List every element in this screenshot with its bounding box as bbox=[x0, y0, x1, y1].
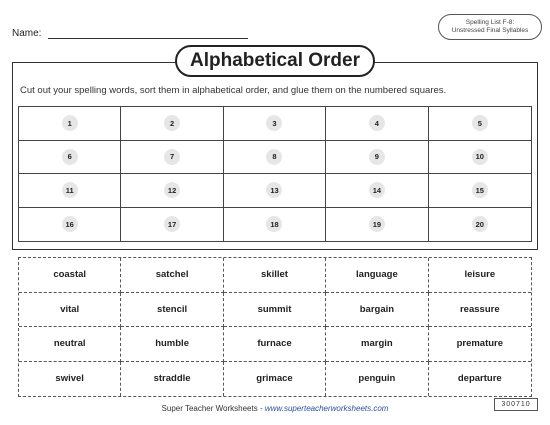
numbered-square bbox=[224, 208, 326, 242]
footer bbox=[0, 404, 550, 413]
word-card[interactable]: satchel bbox=[121, 258, 223, 293]
number-badge: 20 bbox=[472, 216, 488, 232]
numbered-square bbox=[121, 208, 223, 242]
word-card[interactable]: swivel bbox=[19, 362, 121, 397]
number-badge: 10 bbox=[472, 149, 488, 165]
numbered-square bbox=[19, 174, 121, 208]
number-badge: 14 bbox=[369, 182, 385, 198]
numbered-square bbox=[224, 174, 326, 208]
word-card[interactable]: reassure bbox=[429, 293, 531, 328]
numbered-square bbox=[326, 107, 428, 141]
numbered-square bbox=[326, 208, 428, 242]
numbered-square bbox=[224, 141, 326, 175]
number-badge: 11 bbox=[62, 182, 78, 198]
number-badge: 5 bbox=[472, 115, 488, 131]
word-card[interactable]: grimace bbox=[224, 362, 326, 397]
numbered-square bbox=[429, 107, 531, 141]
numbered-square bbox=[326, 141, 428, 175]
numbered-square bbox=[19, 141, 121, 175]
word-card[interactable]: departure bbox=[457, 373, 502, 385]
numbered-square bbox=[19, 107, 121, 141]
number-badge: 3 bbox=[266, 115, 282, 131]
word-card[interactable]: stencil bbox=[121, 293, 223, 328]
number-badge: 17 bbox=[164, 216, 180, 232]
numbered-square bbox=[121, 141, 223, 175]
numbered-square bbox=[121, 174, 223, 208]
word-card[interactable]: coastal bbox=[19, 258, 121, 293]
numbered-grid bbox=[18, 106, 532, 242]
numbered-square bbox=[121, 107, 223, 141]
number-badge: 2 bbox=[164, 115, 180, 131]
number-badge: 13 bbox=[266, 182, 282, 198]
numbered-square bbox=[326, 174, 428, 208]
word-card[interactable]: language bbox=[326, 258, 428, 293]
numbered-square bbox=[19, 208, 121, 242]
badge-line1: Spelling List F-8: bbox=[465, 19, 515, 26]
numbered-square bbox=[429, 141, 531, 175]
name-line bbox=[48, 38, 248, 39]
number-badge: 4 bbox=[369, 115, 385, 131]
word-card[interactable]: neutral bbox=[19, 327, 121, 362]
word-card[interactable]: skillet bbox=[224, 258, 326, 293]
list-badge bbox=[438, 14, 542, 40]
word-card[interactable]: vital bbox=[19, 293, 121, 328]
word-card[interactable]: leisure bbox=[429, 258, 531, 293]
word-card[interactable]: premature bbox=[429, 327, 531, 362]
numbered-square bbox=[429, 208, 531, 242]
number-badge: 12 bbox=[164, 182, 180, 198]
instructions: Cut out your spelling words, sort them in alphabetical order, and glue them on the numbered squares. bbox=[20, 85, 447, 96]
word-card[interactable]: humble bbox=[121, 327, 223, 362]
page-title: Alphabetical Order bbox=[175, 45, 375, 77]
word-card[interactable]: furnace bbox=[224, 327, 326, 362]
number-badge: 16 bbox=[62, 216, 78, 232]
worksheet-code: 300710 bbox=[494, 398, 538, 411]
word-card[interactable]: penguin bbox=[326, 362, 428, 397]
number-badge: 9 bbox=[369, 149, 385, 165]
word-card[interactable]: margin bbox=[326, 327, 428, 362]
number-badge: 6 bbox=[62, 149, 78, 165]
numbered-square bbox=[429, 174, 531, 208]
number-badge: 1 bbox=[62, 115, 78, 131]
number-badge: 19 bbox=[369, 216, 385, 232]
word-card[interactable]: bargain bbox=[326, 293, 428, 328]
word-card[interactable]: summit bbox=[224, 293, 326, 328]
name-label: Name: bbox=[12, 28, 42, 39]
numbered-square bbox=[224, 107, 326, 141]
badge-line2: Unstressed Final Syllables bbox=[451, 27, 529, 34]
number-badge: 15 bbox=[472, 182, 488, 198]
number-badge: 8 bbox=[266, 149, 282, 165]
word-cutout-grid bbox=[18, 257, 532, 397]
number-badge: 18 bbox=[266, 216, 282, 232]
word-card[interactable]: straddle bbox=[121, 362, 223, 397]
footer-prefix: Super Teacher Worksheets - bbox=[161, 404, 265, 413]
footer-url-link[interactable]: www.superteacherworksheets.com bbox=[264, 404, 389, 413]
number-badge: 7 bbox=[164, 149, 180, 165]
